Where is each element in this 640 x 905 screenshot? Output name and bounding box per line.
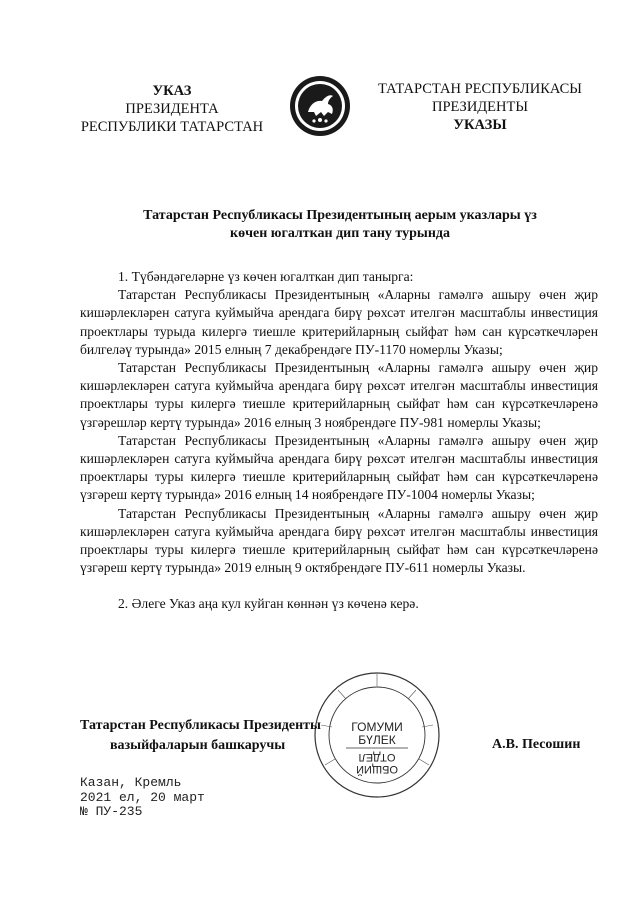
decree-number: № ПУ-235 [80, 804, 143, 819]
stamp-line3: ОТДЕЛ [358, 751, 396, 763]
decree-title-line2: көчен югалткан дип тану турында [230, 226, 450, 241]
decree-title-line1: Татарстан Республикасы Президентының аерым указлары үз [143, 208, 537, 223]
signatory-position-line2: вазыйфаларын башкаручы [110, 738, 286, 753]
paragraph-4: Татарстан Республикасы Президентының «Аларны гамәлгә ашыру өчен җир кишәрлекләрен сатуга куймыйча арендага бирү рөхсәт ителгән масштаблы инвестиция проектлары туры килергә тиешле критерийларның сыйфат һәм сан күрсәткечләренә үзгәреш кертү турында» 2016 елның 14 ноябрендәге ПУ-1004 номерлы Указы; [80, 432, 598, 503]
place-city: Казан, Кремль [80, 775, 182, 790]
signatory-position-line1: Татарстан Республикасы Президенты [80, 718, 321, 733]
stamp-line2: БҮЛЕК [358, 733, 396, 747]
header-right-line2: ПРЕЗИДЕНТЫ [431, 99, 529, 115]
decree-body [80, 268, 598, 614]
paragraph-1: 1. Түбәндәгеләрне үз көчен югалткан дип танырга: [118, 269, 414, 284]
stamp-line1: ГОМУМИ [351, 720, 403, 734]
paragraph-6: 2. Әлеге Указ аңа кул куйган көннән үз көченә керә. [118, 596, 419, 612]
decree-title [80, 207, 600, 243]
header-left-title: УКАЗ [152, 83, 192, 99]
header-left-russian [72, 82, 272, 136]
tatarstan-emblem-icon [288, 74, 352, 138]
place-date: 2021 ел, 20 март [80, 789, 205, 805]
header-left-line2: РЕСПУБЛИКИ ТАТАРСТАН [80, 119, 264, 135]
stamp-line4: ОБЩИЙ [356, 763, 398, 775]
header-right-title: УКАЗЫ [453, 117, 507, 133]
paragraph-5: Татарстан Республикасы Президентының «Аларны гамәлгә ашыру өчен җир кишәрлекләрен сатуга куймыйча арендага бирү рөхсәт ителгән масштаблы инвестиция проектлары туры килергә тиешле критерийларның сыйфат һәм сан күрсәткечләренә үзгәреш кертү турында» 2019 елның 9 октябрендәге ПУ-611 номерлы Указы. [80, 505, 598, 576]
header-left-line1: ПРЕЗИДЕНТА [125, 101, 219, 117]
paragraph-3: Татарстан Республикасы Президентының «Аларны гамәлгә ашыру өчен җир кишәрлекләрен сатуга куймыйча арендага бирү рөхсәт ителгән масштаблы инвестиция проектлары туры килергә тиешле критерийларның сыйфат һәм сан күрсәткечләренә үзгәрешләр кертү турында» 2016 елның 3 ноябрендәге ПУ-981 номерлы Указы; [80, 360, 598, 430]
header-right-tatar [370, 80, 590, 134]
paragraph-2: Татарстан Республикасы Президентының «Аларны гамәлгә ашыру өчен җир кишәрлекләрен сатуга куймыйча арендага бирү рөхсәт ителгән масштаблы инвестиция проектлары турыда килергә тиешле критерийларның сыйфат һәм сан күрсәткечләрен билгеләү турында» 2015 елның 7 декабрендәге ПУ-1170 номерлы Указы; [80, 287, 598, 357]
signatory-name: А.В. Песошин [492, 737, 581, 752]
place-and-date [80, 776, 205, 820]
header-right-line1: ТАТАРСТАН РЕСПУБЛИКАСЫ [378, 81, 582, 97]
signatory-position [80, 716, 350, 756]
